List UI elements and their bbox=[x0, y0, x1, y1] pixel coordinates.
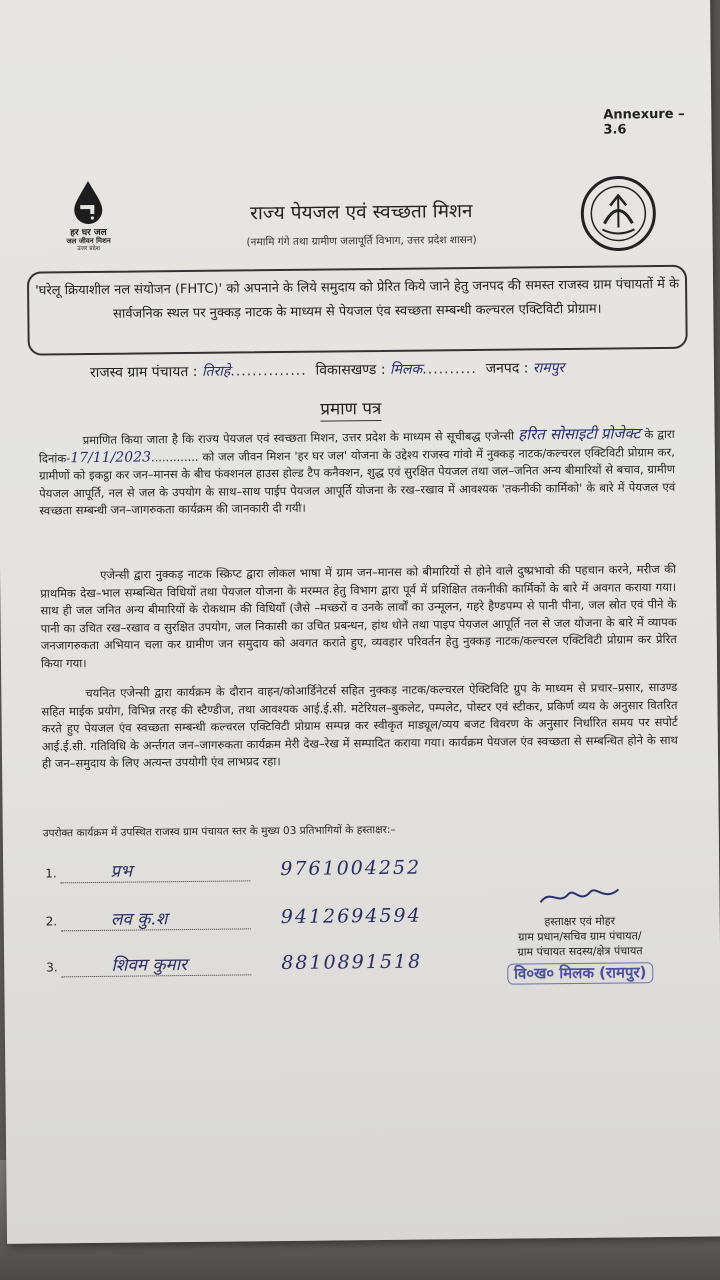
document-subtitle: (नमामि गंगे तथा ग्रामीण जलापूर्ति विभाग, उत्तर प्रदेश शासन) bbox=[246, 233, 477, 249]
dotted-fill: .......... bbox=[422, 360, 477, 378]
gram-panchayat-label: राजस्व ग्राम पंचायत : bbox=[89, 363, 198, 382]
logo-line1: हर घर जल bbox=[70, 227, 107, 239]
district-value: रामपुर bbox=[532, 360, 565, 377]
block-label: विकासखण्ड : bbox=[315, 361, 386, 379]
district-label: जनपद : bbox=[485, 360, 529, 377]
paragraph-1-body: को जल जीवन मिशन 'हर घर जल' योजना के उद्देश्य राजस्व गांवो में नुक्कड़ नाटक/कल्चरल एक्टिविटी प्रोग्राम कर, ग्रामीणों को इकट्ठा कर जन–मानस के बीच फंक्शनल हाउस होल्ड टैप कनैक्शन, शुद्ध एवं सुरक्षित पेयजल तथा जल–जनित अन्य बीमारियों से बचाव, ग्रामीण पेयजल आपूर्ति, नल से जल के उपयोग के साथ–साथ पाईप पेयजल आपूर्ति योजना के रख–रखाव में आवश्यक 'तकनीकी कार्मिको' के बारे में पेयजल एवं स्वच्छता सम्बन्धी जन–जागरुकता कार्यक्रम की जानकारी दी गयी। bbox=[38, 444, 676, 518]
participant-name-signature: शिवम कुमार bbox=[61, 951, 251, 977]
participant-phone: 9761004252 bbox=[280, 856, 422, 881]
participant-number: 2. bbox=[45, 914, 58, 929]
participant-number: 1. bbox=[45, 866, 57, 881]
participant-row-2 bbox=[46, 904, 422, 932]
document-title: राज्य पेयजल एवं स्वच्छता मिशन bbox=[250, 200, 473, 225]
logo-line3: उत्तर प्रदेश bbox=[77, 244, 100, 252]
participant-row-3 bbox=[46, 950, 422, 978]
annexure-label: Annexure – 3.6 bbox=[603, 106, 685, 138]
block-value: मिलक bbox=[389, 361, 423, 378]
paragraph-1-intro: प्रमाणित किया जाता है कि राज्य पेयजल एवं स्वच्छता मिशन, उत्तर प्रदेश के माध्यम से सूचीबद्ध एजेन्सी bbox=[82, 428, 515, 448]
participant-phone: 9412694594 bbox=[280, 904, 422, 929]
paragraph-2-text: एजेन्सी द्वारा नुक्कड़ नाटक स्क्रिप्ट द्वारा लोकल भाषा में ग्राम जन–मानस को बीमारियों से होने वाले दुष्प्रभावो की पहचान करने, मरीज की प्राथमिक देख–भाल सम्बन्धित विधियों तथा पेयजल योजना के मरम्मत हेतु विभाग द्वारा पूर्व में प्रशिक्षित तकनीकी कार्मिकों के बारे में अवगत कराया गया। साथ ही जल जनित अन्य बीमारियों के रोकथाम की विधियाँ (जैसे –मच्छरों व उनके लार्वों का उन्मूलन, गहरे हैण्डपम्प से पानी पीना, जल स्रोत एवं पीने के पानी का उचित रख–रखाव व सुरक्षित उपयोग, जल निकासी का उचित प्रबन्धन, हांथ धोने तथा पाइप पेयजल आपूर्ति नल से जल योजना के बारे में व्यापक जनजागरुकता अभियान चला कर ग्रामीण जन समुदाय को अवगत कराते हुए, व्यवहार परिवर्तन हेतु नुक्कड़ नाटक/कल्चरल एक्टिविटी प्रोग्राम कर प्रेरित किया गया। bbox=[40, 561, 677, 671]
stamp-line-2: ग्राम प्रधान/सचिव ग्राम पंचायत/ bbox=[518, 929, 642, 944]
project-handwritten: प्रोजेक्ट bbox=[600, 424, 641, 443]
participant-row-1 bbox=[45, 856, 421, 884]
water-drop-icon bbox=[70, 179, 106, 225]
paragraph-3 bbox=[41, 679, 678, 773]
certificate-heading: प्रमाण पत्र bbox=[320, 396, 381, 422]
paragraph-1-date-label: के द्वारा दिनांक- bbox=[38, 426, 675, 466]
participant-number: 3. bbox=[46, 960, 58, 975]
stamp-line-1: हस्ताक्षर एवं मोहर bbox=[544, 914, 616, 929]
program-title-box: 'घरेलू क्रियाशील नल संयोजन (FHTC)' को अपनाने के लिये समुदाय को प्रेरित किये जाने हेतु जनपद की समस्त राजस्व ग्राम पंचायतों में के सार्वजनिक स्थल पर नुक्कड़ नाटक के माध्यम से पेयजल एंव स्वच्छता सम्बन्धी कल्चरल एक्टिविटी प्रोग्राम। bbox=[27, 265, 688, 356]
signature-scribble-icon bbox=[534, 883, 624, 910]
participants-note: उपरोक्त कार्यक्रम में उपस्थित राजस्व ग्राम पंचायत स्तर के मुख्य 03 प्रतिभागियों के हस्ताक्षर:– bbox=[42, 823, 396, 840]
gram-panchayat-value: तिराहे bbox=[201, 363, 231, 380]
up-government-seal-icon bbox=[580, 175, 657, 252]
block-office-seal: वि०ख० मिलक (रामपुर) bbox=[507, 962, 654, 985]
stamp-line-3: ग्राम पंचायत सदस्य/क्षेत्र पंचायत bbox=[517, 944, 643, 959]
agency-name-handwritten: हरित सोसाइटी bbox=[518, 424, 597, 444]
logo-line2: जल जीवन मिशन bbox=[66, 237, 111, 246]
participant-phone: 8810891518 bbox=[281, 950, 423, 975]
paragraph-2 bbox=[40, 561, 677, 673]
participant-name-signature: प्रभ bbox=[60, 857, 250, 883]
paragraph-1: प्रमाणित किया जाता है कि राज्य पेयजल एवं स्वच्छता मिशन, उत्तर प्रदेश के माध्यम से सूचीबद्ध एजेन्सी हरित सोसाइटी प्रोजेक्ट के द्वारा दिनांक-17/11/2023............. को जल जीवन मिशन 'हर घर जल' योजना के उद्देश्य राजस्व गांवो में नुक्कड़ नाटक/कल्चरल एक्टिविटी प्रोग्राम कर, ग्रामीणों को इकट्ठा कर जन–मानस के बीच फंक्शनल हाउस होल्ड टैप कनैक्शन, शुद्ध एवं सुरक्षित पेयजल तथा जल–जनित अन्य बीमारियों से बचाव, ग्रामीण पेयजल आपूर्ति, नल से जल के उपयोग के साथ–साथ पाईप पेयजल आपूर्ति योजना के रख–रखाव में आवश्यक 'तकनीकी कार्मिको' के बारे में पेयजल एवं स्वच्छता सम्बन्धी जन–जागरुकता कार्यक्रम की जानकारी दी गयी। bbox=[38, 424, 676, 518]
paragraph-3-text: चयनित एजेन्सी द्वारा कार्यक्रम के दौरान वाहन/कोआर्डिनेटर्स सहित नुक्कड़ नाटक/कल्चरल ऐक्टिविटि ग्रुप के माध्यम से प्रचार–प्रसार, साउण्ड सहित माईक प्रयोग, विभिन्न तरह की स्टैण्डीज, तथा आवश्यक आई.ई.सी. मटेरियल–बुकलेट, पम्पलेट, पोस्टर एवं स्टीकर, प्रकिर्ण व्यय के अनुसार वितरित करते हुए पेयजल एंव स्वच्छता सम्बन्धी कल्चरल एक्टिविटी प्रोग्राम सम्पन्न कर स्वीकृत माड्यूल/व्यय बजट विवरण के अनुसार निर्धारित समय पर सपोर्ट आई.ई.सी. गतिविधि के अर्न्तगत जन–जागरुकता कार्यक्रम मेरी देख–रेख में सम्पादित कराया गया। कार्यक्रम पेयजल एंव स्वच्छता से सम्बन्धित होने के साथ ही जन–समुदाय के लिए अत्यन्त उपयोगी एंव लाभप्रद रहा। bbox=[41, 679, 678, 771]
authority-stamp-block bbox=[479, 883, 680, 985]
dotted-fill: .............. bbox=[230, 362, 307, 380]
program-date-handwritten: 17/11/2023 bbox=[70, 448, 152, 466]
participant-name-signature: लव कु.श bbox=[61, 905, 251, 931]
har-ghar-jal-logo bbox=[48, 179, 129, 253]
location-fields-row bbox=[90, 358, 564, 382]
